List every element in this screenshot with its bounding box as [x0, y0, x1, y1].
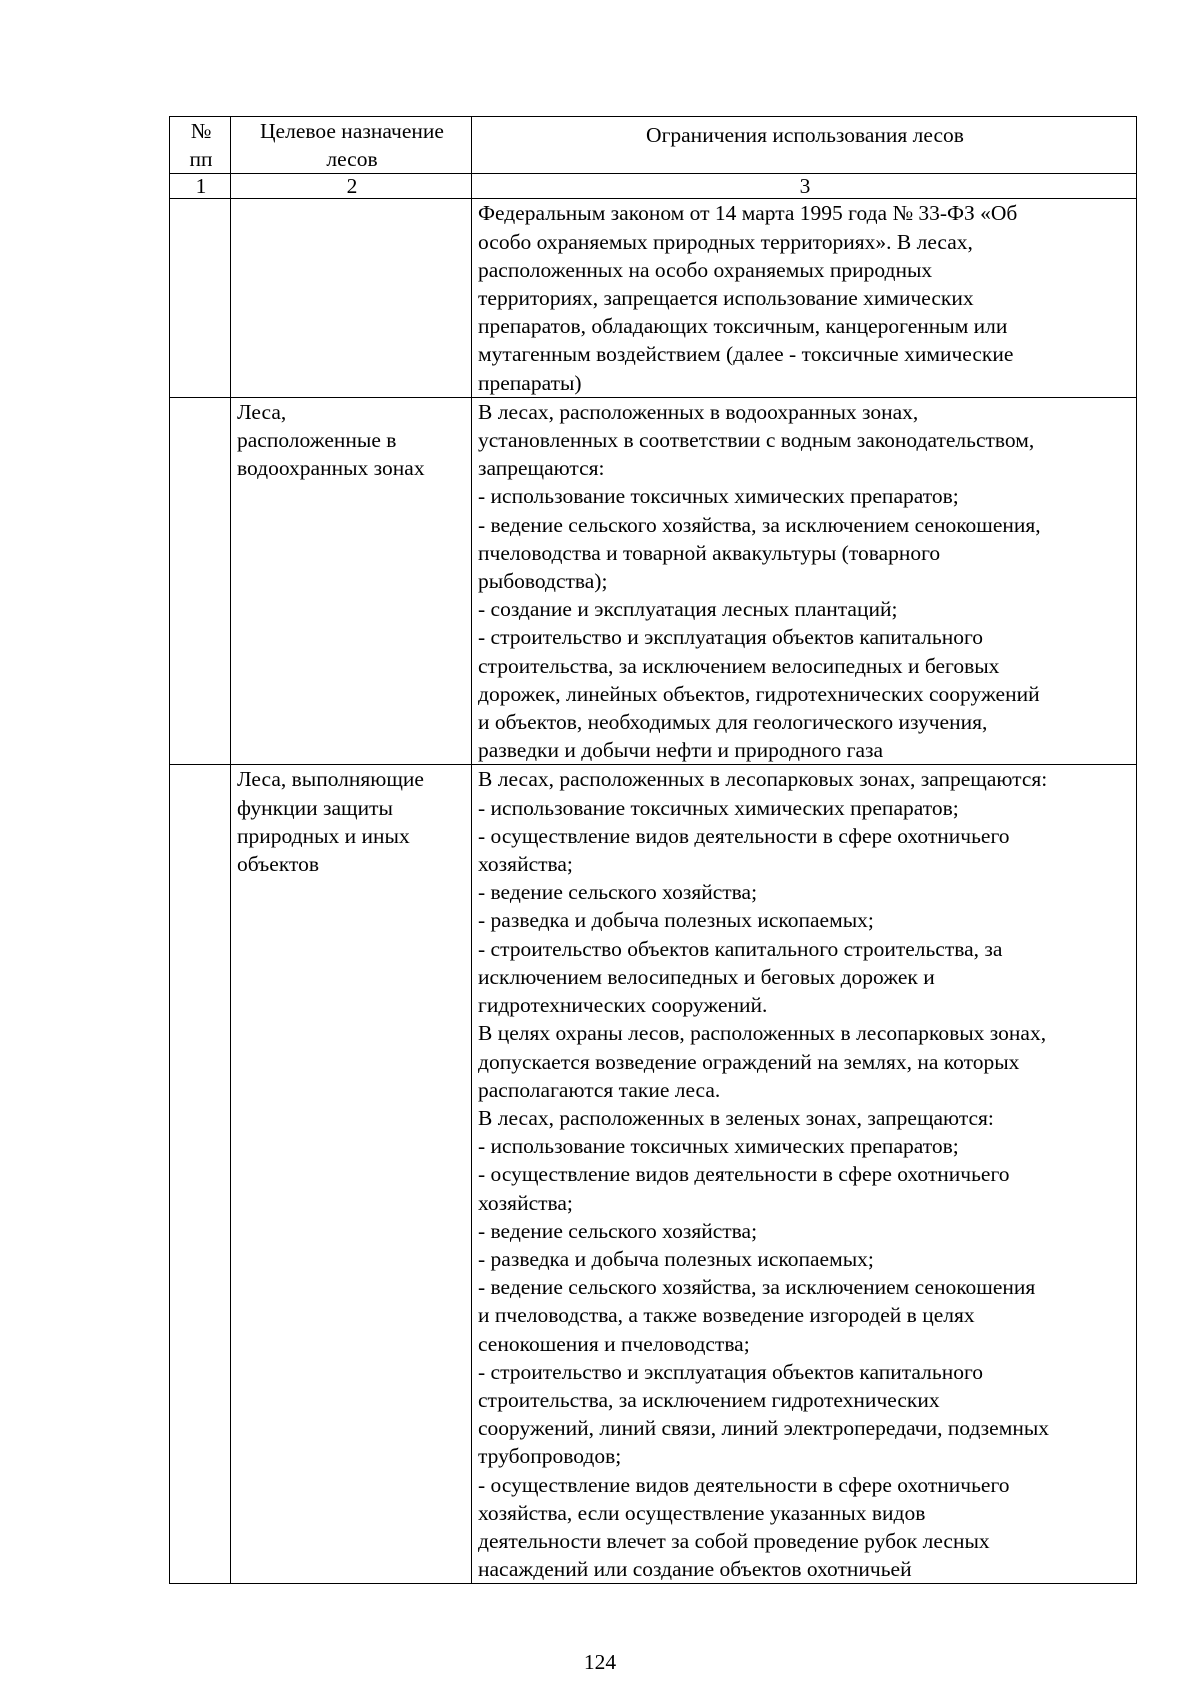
table-row	[170, 397, 1137, 765]
text-line: - строительство и эксплуатация объектов капитального	[478, 625, 983, 650]
table-header-row	[170, 117, 1137, 174]
row-restrictions	[472, 765, 1137, 1584]
text-line: функции защиты	[237, 795, 393, 820]
row-number	[170, 199, 231, 397]
header-col-purpose: Целевое назначение лесов	[231, 117, 472, 174]
text-line: рыбоводства);	[478, 569, 608, 594]
table-row	[170, 765, 1137, 1584]
header-col-restrictions: Ограничения использования лесов	[472, 117, 1137, 174]
text-line: трубопроводов;	[478, 1444, 622, 1469]
column-number-3: 3	[472, 174, 1137, 199]
text-line: В лесах, расположенных в лесопарковых зонах, запрещаются:	[478, 767, 1048, 792]
text-line: Леса, выполняющие	[237, 767, 424, 792]
text-line: насаждений или создание объектов охотничьей	[478, 1557, 912, 1582]
text-line: - осуществление видов деятельности в сфере охотничьего	[478, 1472, 1010, 1497]
text-line: хозяйства, если осуществление указанных видов	[478, 1500, 926, 1525]
text-line: расположенные в	[237, 428, 397, 453]
text-line: располагаются такие леса.	[478, 1077, 721, 1102]
text-line: - использование токсичных химических препаратов;	[478, 1134, 959, 1159]
text-line: установленных в соответствии с водным законодательством,	[478, 428, 1035, 453]
row-purpose	[231, 397, 472, 765]
text-line: - ведение сельского хозяйства, за исключением сенокошения,	[478, 512, 1041, 537]
text-line: допускается возведение ограждений на землях, на которых	[478, 1049, 1020, 1074]
text-line: особо охраняемых природных территориях». В лесах,	[478, 229, 973, 254]
text-line: - осуществление видов деятельности в сфере охотничьего	[478, 823, 1010, 848]
text-line: строительства, за исключением гидротехнических	[478, 1387, 940, 1412]
text-line: - ведение сельского хозяйства;	[478, 1218, 758, 1243]
text-line: - разведка и добыча полезных ископаемых;	[478, 1246, 874, 1271]
text-line: препаратов, обладающих токсичным, канцерогенным или	[478, 314, 1008, 339]
text-line: - использование токсичных химических препаратов;	[478, 484, 959, 509]
text-line: хозяйства;	[478, 852, 573, 877]
text-line: В лесах, расположенных в зеленых зонах, запрещаются:	[478, 1105, 994, 1130]
table-numbering-row	[170, 174, 1137, 199]
text-line: природных и иных	[237, 823, 410, 848]
text-line: дорожек, линейных объектов, гидротехнических сооружений	[478, 681, 1040, 706]
text-line: - ведение сельского хозяйства;	[478, 880, 758, 905]
text-line: деятельности влечет за собой проведение рубок лесных	[478, 1528, 990, 1553]
text-line: - строительство объектов капитального строительства, за	[478, 936, 1003, 961]
row-restrictions	[472, 199, 1137, 397]
row-purpose	[231, 199, 472, 397]
text-line: объектов	[237, 852, 319, 877]
text-line: Леса,	[237, 399, 287, 424]
text-line: препараты)	[478, 370, 582, 395]
column-number-1: 1	[170, 174, 231, 199]
text-line: пчеловодства и товарной аквакультуры (товарного	[478, 540, 941, 565]
text-line: исключением велосипедных и беговых дорожек и	[478, 964, 935, 989]
text-line: - создание и эксплуатация лесных плантаций;	[478, 597, 898, 622]
text-line: хозяйства;	[478, 1190, 573, 1215]
text-line: сооружений, линий связи, линий электропередачи, подземных	[478, 1416, 1050, 1441]
text-line: - осуществление видов деятельности в сфере охотничьего	[478, 1162, 1010, 1187]
text-line: В целях охраны лесов, расположенных в лесопарковых зонах,	[478, 1021, 1047, 1046]
page-number: 124	[583, 1650, 617, 1674]
text-line: строительства, за исключением велосипедных и беговых	[478, 653, 1000, 678]
text-line: и пчеловодства, а также возведение изгородей в целях	[478, 1303, 975, 1328]
column-number-2: 2	[231, 174, 472, 199]
text-line: - строительство и эксплуатация объектов капитального	[478, 1359, 983, 1384]
row-number	[170, 397, 231, 765]
restrictions-table	[169, 116, 1137, 1584]
row-purpose	[231, 765, 472, 1584]
text-line: территориях, запрещается использование химических	[478, 286, 974, 311]
text-line: В лесах, расположенных в водоохранных зонах,	[478, 399, 919, 424]
text-line: расположенных на особо охраняемых природных	[478, 257, 933, 282]
text-line: мутагенным воздействием (далее - токсичные химические	[478, 342, 1014, 367]
text-line: - использование токсичных химических препаратов;	[478, 795, 959, 820]
row-number	[170, 765, 231, 1584]
text-line: запрещаются:	[478, 456, 605, 481]
text-line: гидротехнических сооружений.	[478, 993, 768, 1018]
header-col-number: № пп	[170, 117, 231, 174]
text-line: сенокошения и пчеловодства;	[478, 1331, 750, 1356]
row-restrictions	[472, 397, 1137, 765]
table-row	[170, 199, 1137, 397]
text-line: - ведение сельского хозяйства, за исключением сенокошения	[478, 1275, 1036, 1300]
text-line: водоохранных зонах	[237, 456, 425, 481]
text-line: - разведка и добыча полезных ископаемых;	[478, 908, 874, 933]
text-line: Федеральным законом от 14 марта 1995 года № 33-ФЗ «Об	[478, 201, 1018, 226]
text-line: разведки и добычи нефти и природного газа	[478, 738, 884, 763]
text-line: и объектов, необходимых для геологического изучения,	[478, 710, 988, 735]
